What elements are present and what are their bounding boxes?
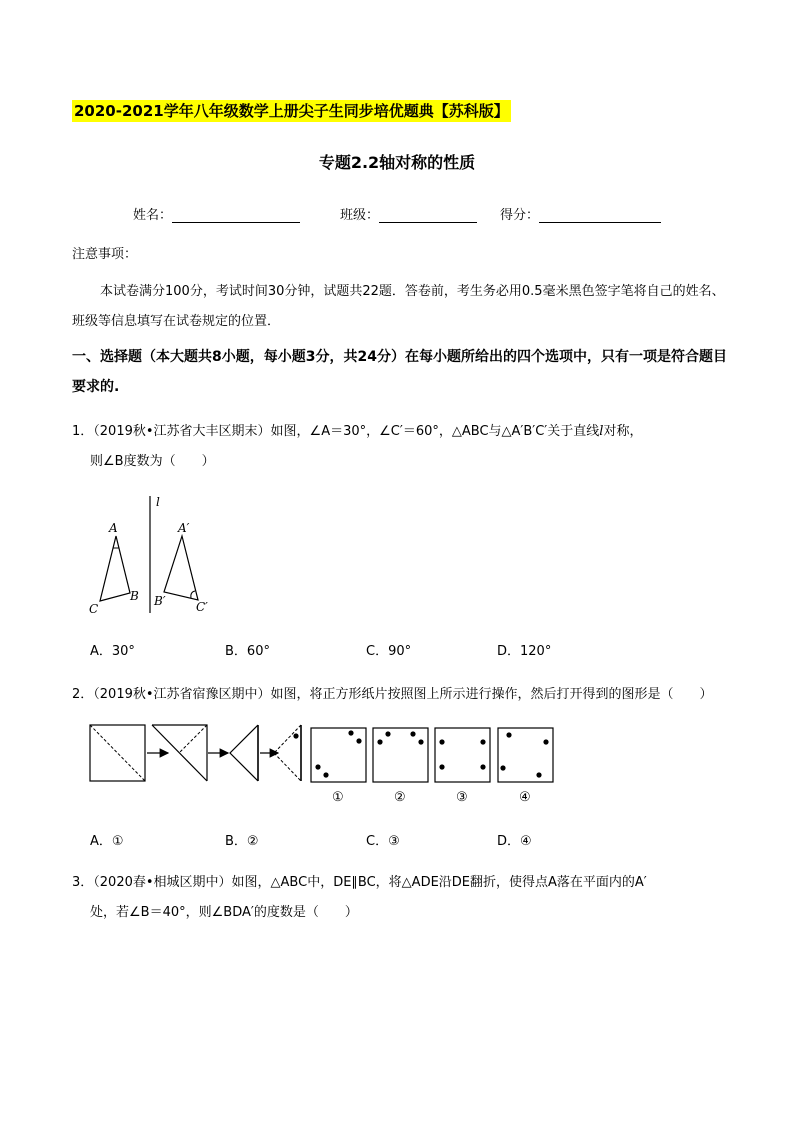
question-1-number: 1． — [72, 424, 94, 439]
q1-figure — [80, 488, 230, 618]
triangle-abc — [100, 536, 130, 601]
name-label: 姓名： — [133, 208, 173, 223]
option-4-dot — [506, 732, 511, 737]
step4-hole — [293, 733, 298, 738]
class-field — [340, 204, 477, 223]
option-4-dot — [536, 772, 541, 777]
question-2 — [72, 680, 732, 710]
label-c: C — [89, 602, 99, 616]
q2-option-b[interactable]: B．② — [225, 834, 259, 849]
question-2-number: 2． — [72, 687, 94, 702]
q2-option-c[interactable]: C．③ — [366, 834, 400, 849]
option-4-dot — [500, 765, 505, 770]
option-4-square[interactable] — [498, 728, 553, 782]
label-c1: C′ — [196, 600, 208, 614]
q1-option-c[interactable]: C．90° — [366, 644, 412, 659]
step4-dash-bottom — [274, 753, 301, 781]
label-l: l — [156, 495, 160, 509]
notes-body: 本试卷满分100分，考试时间30分钟，试题共22题．答卷前，考生务必用0.5毫米黑色签字笔将自己的姓名、班级等信息填写在试卷规定的位置． — [72, 284, 725, 329]
step4-dash-top — [274, 725, 301, 753]
name-field — [133, 204, 300, 223]
q1-option-b[interactable]: B．60° — [225, 644, 270, 659]
question-2-text: （2019秋•江苏省宿豫区期中）如图，将正方形纸片按照图上所示进行操作，然后打开得到的图形是（ ） — [93, 687, 713, 702]
question-3-line-1-text: （2020春•相城区期中）如图，△ABC中，DE∥BC，将△ADE沿DE翻折，使得点A落在平面内的A′ — [93, 875, 647, 890]
option-3-dot — [439, 739, 444, 744]
option-4-dot — [543, 739, 548, 744]
option-2-dot — [418, 739, 423, 744]
question-3-number: 3． — [72, 875, 94, 890]
option-2-square[interactable] — [373, 728, 428, 782]
label-a1: A′ — [178, 521, 190, 535]
step1-diagonal — [90, 725, 145, 781]
question-3-line-1 — [72, 868, 732, 898]
q1-option-d[interactable]: D．120° — [497, 644, 552, 659]
option-1-dot — [348, 730, 353, 735]
score-label: 得分： — [500, 208, 540, 223]
step2-fold-line — [179, 725, 207, 753]
option-3-dot — [439, 764, 444, 769]
section-heading: 一、选择题（本大题共8小题，每小题3分，共24分）在每小题所给出的四个选项中，只有一项是符合题目要求的. — [72, 349, 727, 395]
page-title: 专题2.2轴对称的性质 — [318, 153, 476, 172]
triangle-a1b1c1 — [164, 536, 198, 600]
option-3-dot — [480, 739, 485, 744]
question-1-line-name: l — [599, 424, 604, 439]
notes-heading: 注意事项： — [72, 247, 138, 262]
question-1-source: （2019秋•江苏省大丰区期末）如图， — [93, 424, 310, 439]
option-1-dot — [315, 764, 320, 769]
option-2-dot — [385, 731, 390, 736]
option-1-square[interactable] — [311, 728, 366, 782]
option-2-label: ② — [394, 790, 406, 805]
option-2-dot — [410, 731, 415, 736]
name-blank[interactable] — [172, 208, 300, 223]
option-3-dot — [480, 764, 485, 769]
class-label: 班级： — [340, 208, 380, 223]
option-1-label: ① — [332, 790, 344, 805]
option-4-label: ④ — [519, 790, 531, 805]
q2-option-d[interactable]: D．④ — [497, 834, 532, 849]
q1-option-a[interactable]: A．30° — [90, 644, 135, 659]
question-1 — [72, 417, 732, 477]
q2-figure — [88, 722, 558, 812]
step3-triangle — [230, 725, 258, 781]
label-a: A — [109, 521, 118, 535]
label-b: B — [130, 589, 139, 603]
angle-c1-mark — [191, 591, 195, 598]
series-title: 2020-2021学年八年级数学上册尖子生同步培优题典【苏科版】 — [74, 102, 509, 120]
question-3-line-2: 处，若∠B＝40°，则∠BDA′的度数是（ ） — [90, 905, 358, 920]
option-1-dot — [323, 772, 328, 777]
question-3 — [72, 868, 732, 928]
option-1-dot — [356, 738, 361, 743]
question-1-line-2: 则∠B度数为（ ） — [90, 454, 215, 469]
question-1-line-1 — [72, 417, 732, 447]
score-field — [500, 204, 661, 223]
question-1-stem-b: 对称， — [603, 424, 643, 439]
label-b1: B′ — [154, 594, 166, 608]
question-1-stem-a: ∠A＝30°，∠C′＝60°，△ABC与△A′B′C′关于直线 — [309, 424, 600, 439]
option-2-dot — [377, 739, 382, 744]
option-3-label: ③ — [456, 790, 468, 805]
q2-option-a[interactable]: A．① — [90, 834, 124, 849]
class-blank[interactable] — [379, 208, 477, 223]
option-3-square[interactable] — [435, 728, 490, 782]
score-blank[interactable] — [539, 208, 661, 223]
